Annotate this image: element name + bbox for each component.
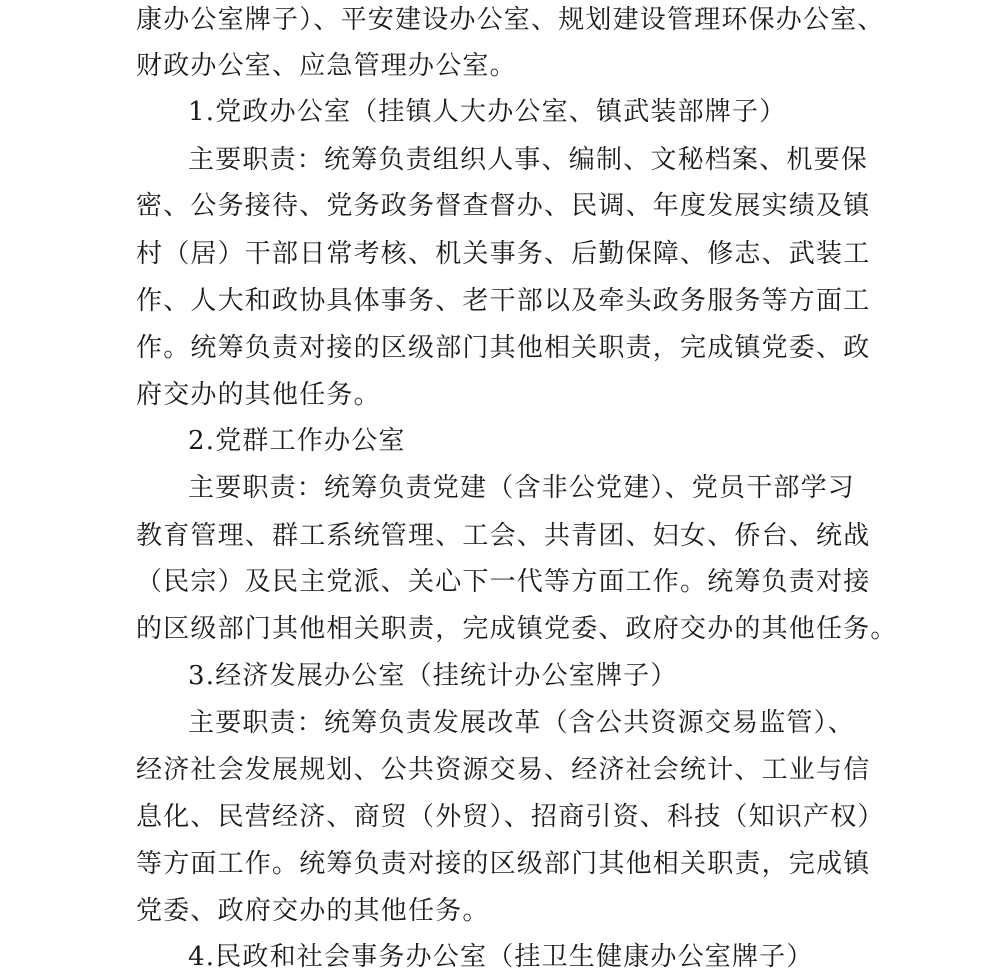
paragraph-line: 密、公务接待、党务政务督查督办、民调、年度发展实绩及镇 <box>136 191 871 221</box>
paragraph-line: 财政办公室、应急管理办公室。 <box>136 51 517 81</box>
paragraph-line: 等方面工作。统筹负责对接的区级部门其他相关职责，完成镇 <box>136 849 871 879</box>
paragraph-line: 主要职责：统筹负责党建（含非公党建）、党员干部学习 <box>188 473 856 503</box>
paragraph-line: 府交办的其他任务。 <box>136 380 381 410</box>
paragraph-line: 教育管理、群工系统管理、工会、共青团、妇女、侨台、统战 <box>136 521 871 551</box>
paragraph-line: 村（居）干部日常考核、机关事务、后勤保障、修志、武装工 <box>136 239 871 269</box>
paragraph-line: 主要职责：统筹负责组织人事、编制、文秘档案、机要保 <box>188 145 869 175</box>
paragraph-line: 党委、政府交办的其他任务。 <box>136 896 490 926</box>
section-heading: 2.党群工作办公室 <box>188 426 406 456</box>
paragraph-line: 的区级部门其他相关职责，完成镇党委、政府交办的其他任务。 <box>136 614 898 644</box>
paragraph-line: 作。统筹负责对接的区级部门其他相关职责，完成镇党委、政 <box>136 333 871 363</box>
paragraph-line: 作、人大和政协具体事务、老干部以及牵头政务服务等方面工 <box>136 286 871 316</box>
section-heading: 3.经济发展办公室（挂统计办公室牌子） <box>188 661 678 691</box>
paragraph-line: 经济社会发展规划、公共资源交易、经济社会统计、工业与信 <box>136 755 871 785</box>
section-heading: 4.民政和社会事务办公室（挂卫生健康办公室牌子） <box>188 942 814 972</box>
paragraph-line: 主要职责：统筹负责发展改革（含公共资源交易监管）、 <box>188 708 856 738</box>
paragraph-line: 康办公室牌子）、平安建设办公室、规划建设管理环保办公室、 <box>136 5 885 35</box>
section-heading: 1.党政办公室（挂镇人大办公室、镇武装部牌子） <box>188 97 787 127</box>
paragraph-line: 息化、民营经济、商贸（外贸）、招商引资、科技（知识产权） <box>136 802 885 832</box>
paragraph-line: （民宗）及民主党派、关心下一代等方面工作。统筹负责对接 <box>136 567 871 597</box>
